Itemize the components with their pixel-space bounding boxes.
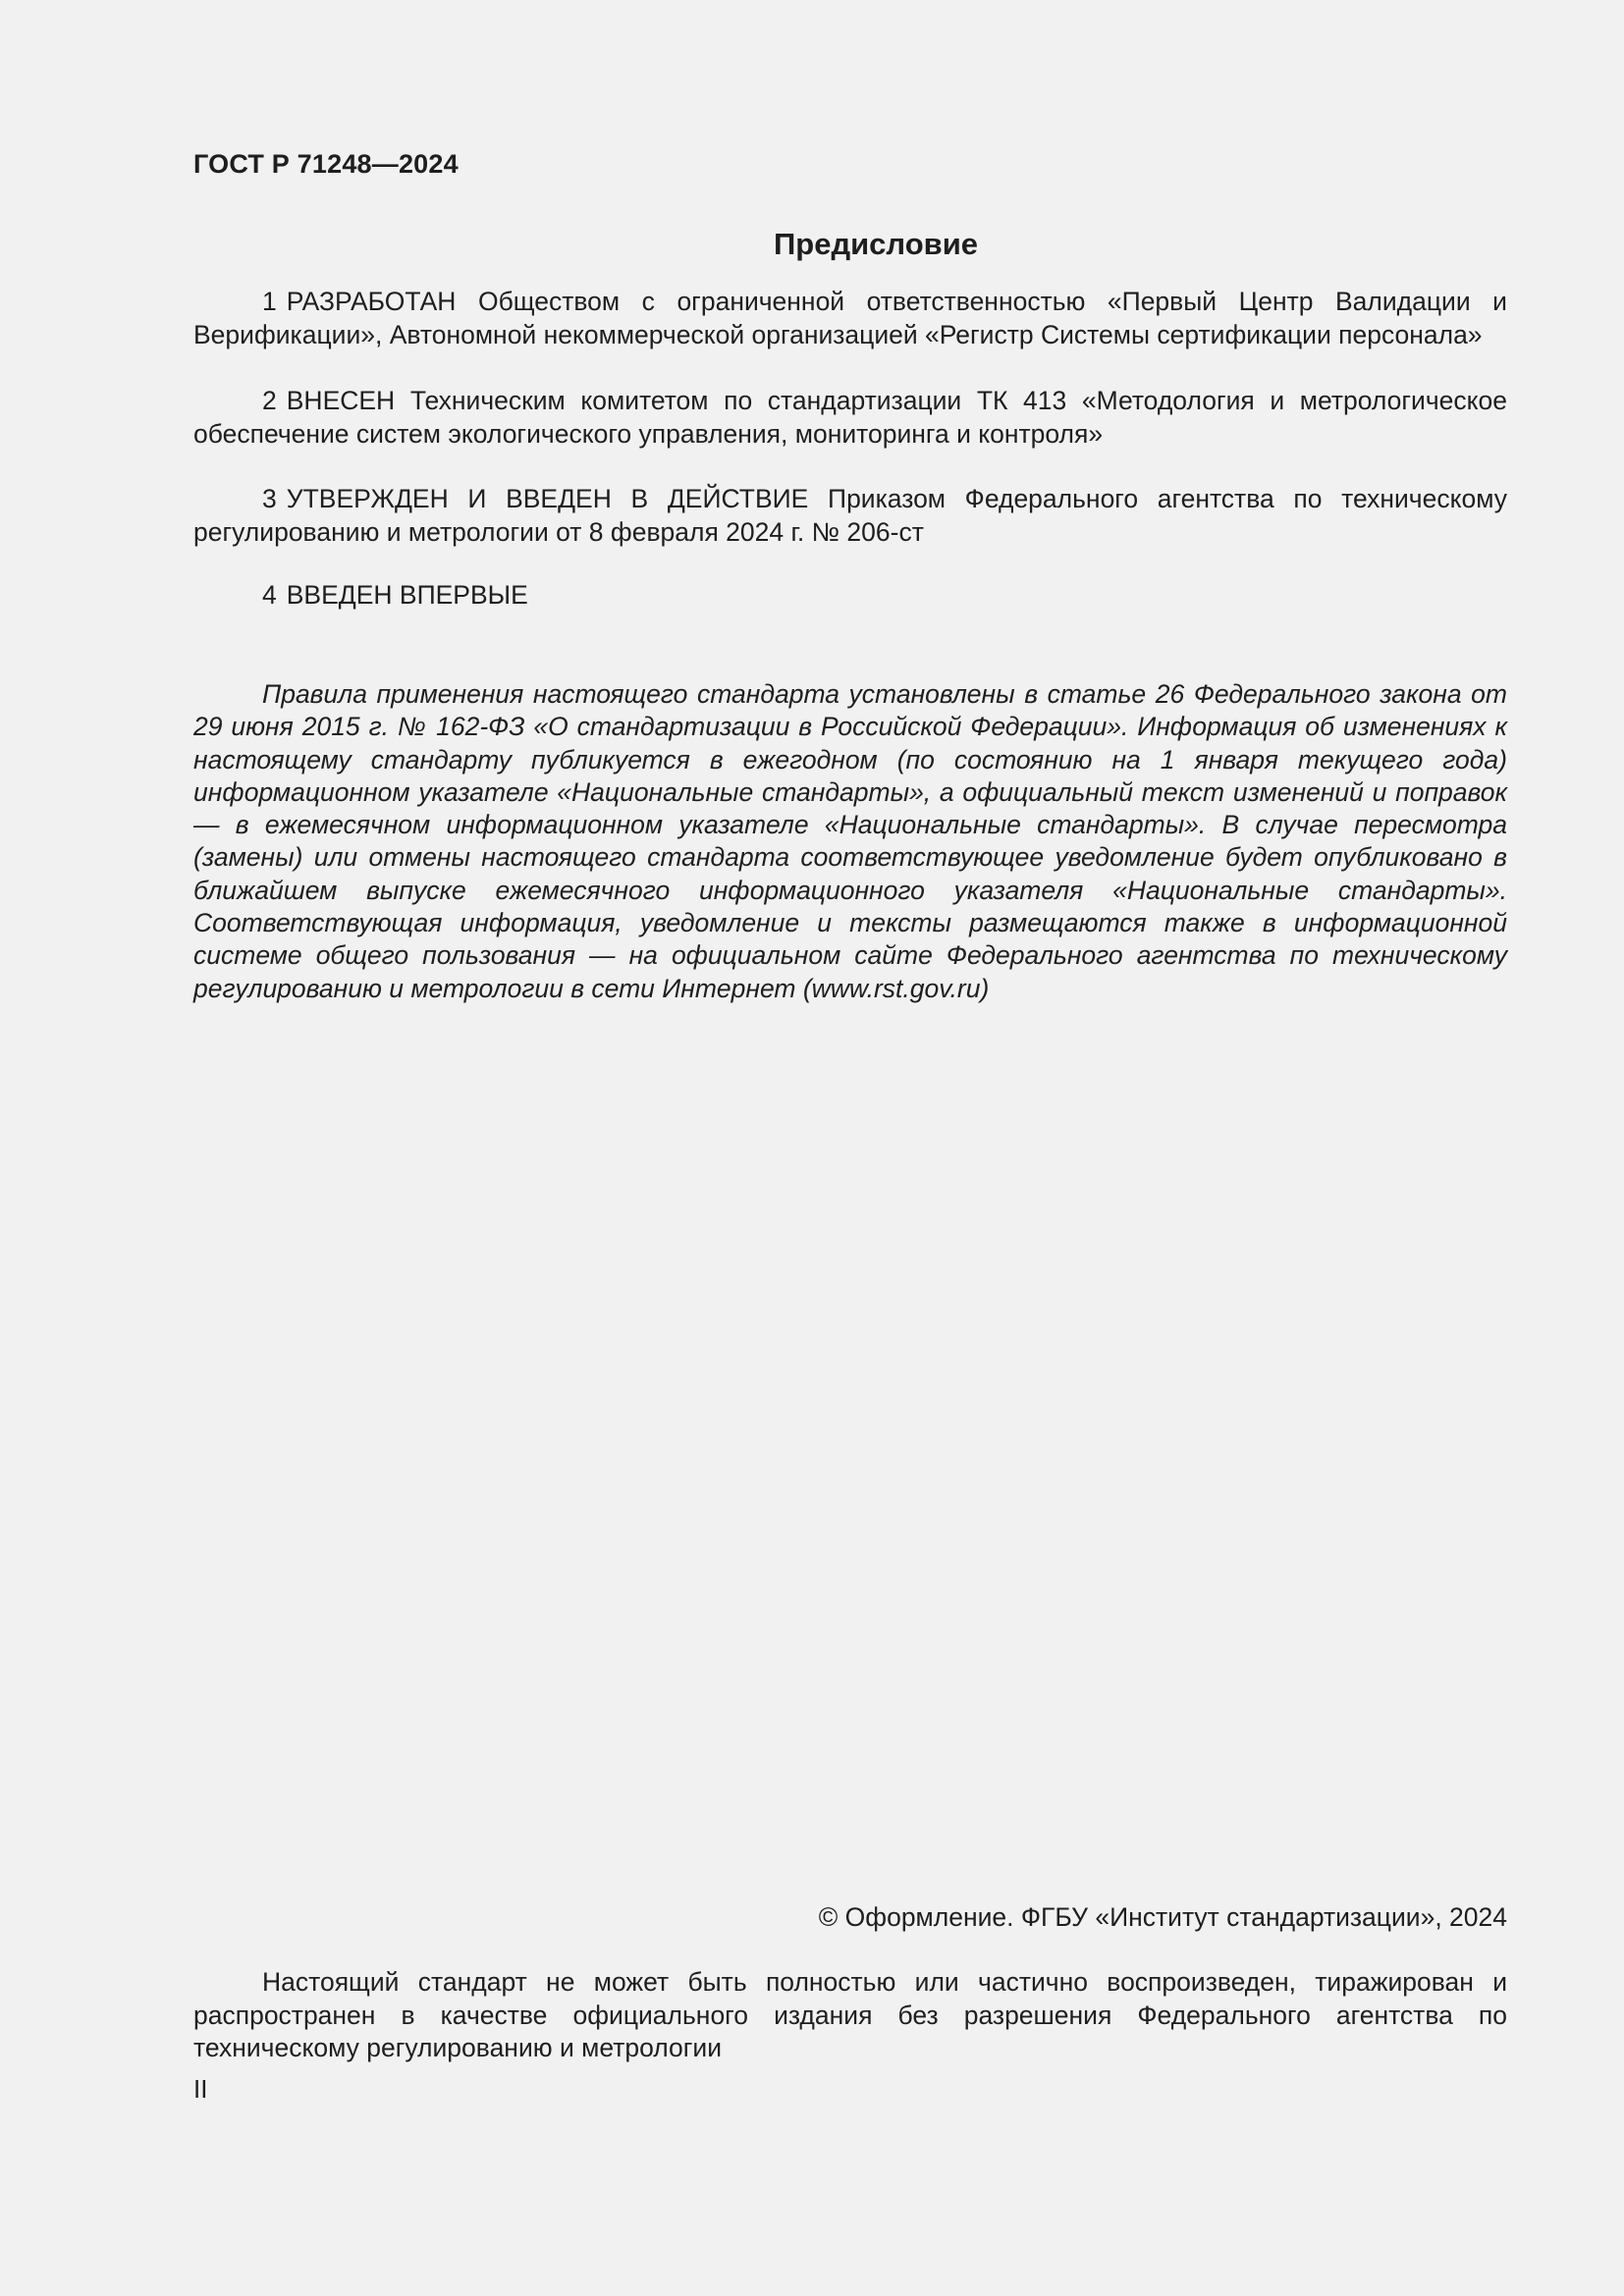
foreword-item-1 [193,286,1507,351]
item-text: Приказом Федерального агентства по техническому регулированию и метрологии от 8 февраля 2024 г. № 206-ст [193,484,1507,547]
application-rules-notice: Правила применения настоящего стандарта установлены в статье 26 Федерального закона от 29 июня 2015 г. № 162-ФЗ «О стандартизации в Российской Федерации». Информация об изменениях к настоящему стандарту публикуется в ежегодном (по состоянию на 1 января текущего года) информационном указателе «Национальные стандарты», а официальный текст изменений и поправок — в ежемесячном информационном указателе «Национальные стандарты». В случае пересмотра (замены) или отмены настоящего стандарта соответствующее уведомление будет опубликовано в ближайшем выпуске ежемесячного информационного указателя «Национальные стандарты». Соответствующая информация, уведомление и тексты размещаются также в информационной системе общего пользования — на официальном сайте Федерального агентства по техническому регулированию и метрологии в сети Интернет (www.rst.gov.ru) [193,679,1507,1003]
item-keyword: РАЗРАБОТАН [286,287,457,316]
reproduction-notice: Настоящий стандарт не может быть полностью или частично воспроизведен, тиражирован и распространен в качестве официального издания без разрешения Федерального агентства по техническому регулированию и метрологии [193,1967,1507,2062]
foreword-item-3 [193,483,1507,549]
document-page [193,0,1507,2296]
foreword-item-2 [193,385,1507,451]
foreword-title: Предисловие [773,227,978,261]
item-number: 3 [262,484,277,513]
item-number: 1 [262,287,277,316]
item-text: Техническим комитетом по стандартизации ТК 413 «Методология и метрологическое обеспечение систем экологического управления, мониторинга и контроля» [193,386,1507,449]
item-keyword: ВНЕСЕН [286,386,396,415]
foreword-item-4 [193,579,1507,613]
copyright-line: © Оформление. ФГБУ «Институт стандартизации», 2024 [818,1902,1507,1932]
item-text: Обществом с ограниченной ответственностью «Первый Центр Валидации и Верификации», Автономной некоммерческой организацией «Регистр Системы сертификации персонала» [193,287,1507,349]
item-keyword: ВВЕДЕН ВПЕРВЫЕ [286,580,528,610]
document-code: ГОСТ Р 71248—2024 [193,149,459,179]
page-number: II [193,2074,208,2104]
item-keyword: УТВЕРЖДЕН И ВВЕДЕН В ДЕЙСТВИЕ [286,484,809,513]
item-number: 4 [262,580,277,610]
item-number: 2 [262,386,277,415]
